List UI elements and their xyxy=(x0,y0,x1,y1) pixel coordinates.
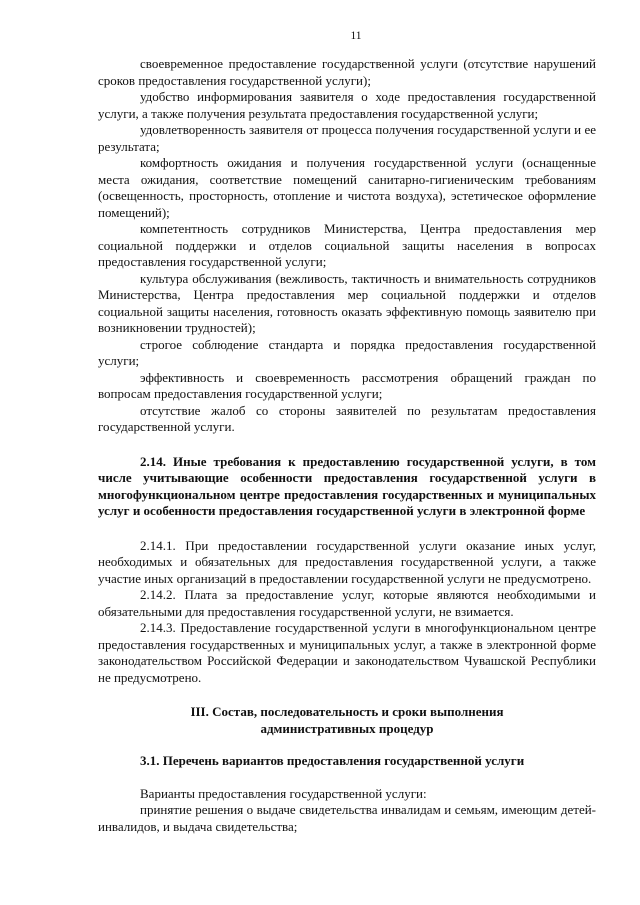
paragraph-efficiency: эффективность и своевременность рассмотрения обращений граждан по вопросам предоставления государственной услуги; xyxy=(98,369,596,401)
section-3-title-line2: административных процедур xyxy=(260,720,434,736)
paragraph-standard-compliance: строгое соблюдение стандарта и порядка предоставления государственной услуги; xyxy=(98,336,596,368)
paragraph-satisfaction: удовлетворенность заявителя от процесса получения государственной услуги и ее результата; xyxy=(98,122,596,154)
spacer xyxy=(98,436,596,454)
page-number: 11 xyxy=(350,30,362,42)
paragraph-variant-decision: принятие решения о выдаче свидетельства инвалидам и семьям, имеющим детей-инвалидов, и выдача свидетельства; xyxy=(98,802,596,834)
section-3-title xyxy=(98,704,596,737)
paragraph-2-14-1: 2.14.1. При предоставлении государственной услуги оказание иных услуг, необходимых и обязательных для предоставления государственной услуги, а также участие иных организаций в предоставлении государственной услуги не предусмотрено. xyxy=(98,537,596,586)
paragraph-competence: компетентность сотрудников Министерства, Центра предоставления мер социальной поддержки и отделов социальной защиты населения в вопросах предоставления государственной услуги; xyxy=(98,221,596,269)
paragraph-no-complaints: отсутствие жалоб со стороны заявителей по результатам предоставления государственной услуги. xyxy=(98,402,596,434)
section-heading-3-1: 3.1. Перечень вариантов предоставления государственной услуги xyxy=(140,753,525,768)
paragraph-2-14-2: 2.14.2. Плата за предоставление услуг, которые являются необходимыми и обязательными для предоставления государственной услуги, не взимается. xyxy=(98,587,596,619)
paragraph-timeliness: своевременное предоставление государственной услуги (отсутствие нарушений сроков предоставления государственной услуги); xyxy=(98,56,596,88)
spacer xyxy=(98,737,596,753)
section-heading-2-14: 2.14. Иные требования к предоставлению государственной услуги, в том числе учитывающие особенности предоставления государственной услуги в многофункциональном центре предоставления государственных и муниципальных услуг и особенности предоставления государственной услуги в электронной форме xyxy=(98,453,596,518)
paragraph-service-culture: культура обслуживания (вежливость, тактичность и внимательность сотрудников Министерства, Центра предоставления мер социальной поддержки и отделов социальной защиты населения, готовность оказать эффективную помощь заявителю при возникновении трудностей); xyxy=(98,270,596,335)
paragraph-information-convenience: удобство информирования заявителя о ходе предоставления государственной услуги, а также получения результата предоставления государственной услуги; xyxy=(98,89,596,121)
paragraph-comfort: комфортность ожидания и получения государственной услуги (оснащенные места ожидания, соответствие помещений санитарно-гигиеническим требованиям (освещенность, просторность, отопление и чистота воздуха), эстетическое оформление помещений); xyxy=(98,155,596,220)
spacer xyxy=(98,686,596,704)
paragraph-2-14-3: 2.14.3. Предоставление государственной услуги в многофункциональном центре предоставления государственных и муниципальных услуг, а также в электронной форме законодательством Российской Федерации и законодательством Чувашской Республики не предусмотрено. xyxy=(98,620,596,685)
spacer xyxy=(98,520,596,538)
section-3-title-line1: III. Состав, последовательность и сроки выполнения xyxy=(190,704,504,719)
paragraph-variants-intro: Варианты предоставления государственной услуги: xyxy=(140,785,427,801)
spacer xyxy=(98,770,596,786)
